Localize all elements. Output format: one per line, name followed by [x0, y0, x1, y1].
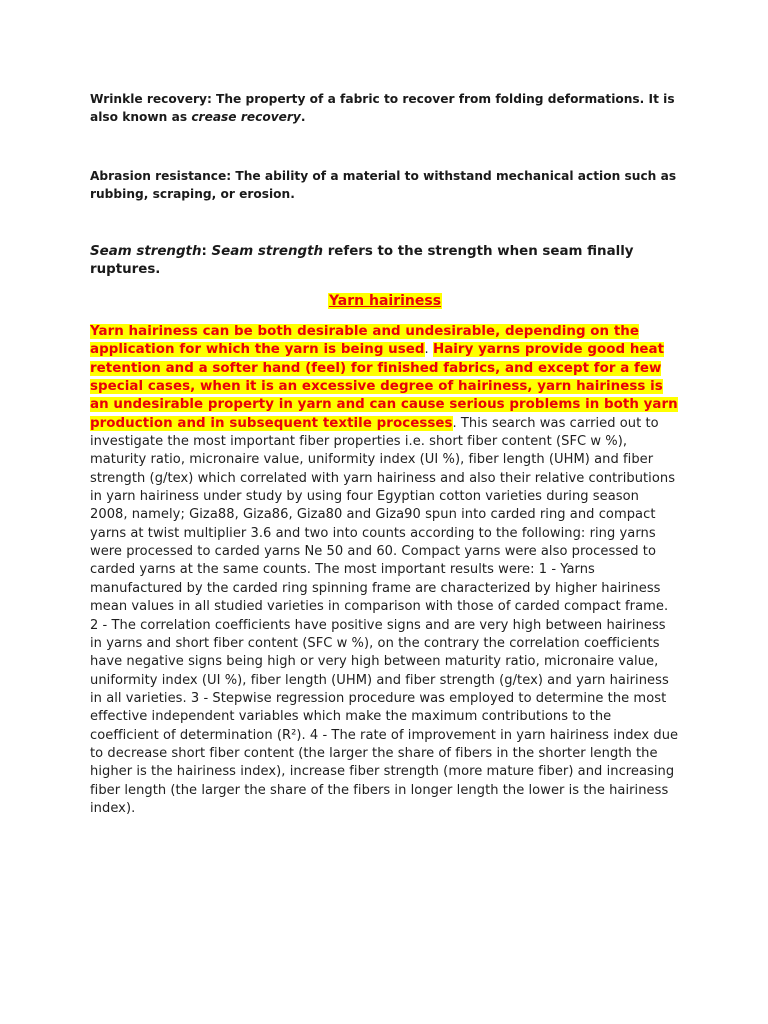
plain-separator: .	[424, 342, 433, 358]
highlighted-sentence-2: Hairy yarns provide good heat retention and a softer hand (feel) for finished fabrics, and except for a few special cases, when it is an excessive degree of hairiness, yarn hairiness is an undesirable property in yarn and can cause serious problems in both yarn production and in subsequent textile processes	[90, 342, 678, 431]
seam-strength-colon: :	[201, 244, 212, 259]
abstract-body-text: . This search was carried out to investigate the most important fiber properties i.e. short fiber content (SFC w %), maturity ratio, micronaire value, uniformity index (UI %), fiber length (UHM) and fiber strength (g/tex) which correlated with yarn hairiness and also their relative contributions in yarn hairiness under study by using four Egyptian cotton varieties during season 2008, namely; Giza88, Giza86, Giza80 and Giza90 spun into carded ring and compact yarns at twist multiplier 3.6 and two into counts according to the following: ring yarns were processed to carded yarns Ne 50 and 60. Compact yarns were also processed to carded yarns at the same counts. The most important results were: 1 - Yarns manufactured by the carded ring spinning frame are characterized by higher hairiness mean values in all studied varieties in comparison with those of carded compact frame. 2 - The correlation coefficients have positive signs and are very high between hairiness in yarns and short fiber content (SFC w %), on the contrary the correlation coefficients have negative signs being high or very high between maturity ratio, micronaire value, uniformity index (UI %), fiber length (UHM) and fiber strength (g/tex) and yarn hairiness in all varieties. 3 - Stepwise regression procedure was employed to determine the most effective independent variables which make the maximum contributions to the coefficient of determination (R²). 4 - The rate of improvement in yarn hairiness index due to decrease short fiber content (the larger the share of fibers in the shorter length the higher is the hairiness index), increase fiber strength (more mature fiber) and increasing fiber length (the larger the share of the fibers in longer length the lower is the hairiness index).	[90, 415, 679, 816]
seam-strength-definition	[90, 243, 680, 279]
highlighted-sentence-1: Yarn hairiness can be both desirable and undesirable, depending on the application for which the yarn is being used	[90, 324, 640, 358]
abrasion-resistance-definition	[90, 167, 680, 203]
yarn-hairiness-heading-text: Yarn hairiness	[328, 293, 442, 309]
abrasion-resistance-term: Abrasion resistance	[90, 169, 227, 183]
abrasion-resistance-text: : The ability of a material to withstand mechanical action such as rubbing, scraping, or erosion.	[90, 169, 677, 201]
wrinkle-recovery-term: Wrinkle recovery	[90, 92, 207, 106]
yarn-hairiness-heading	[90, 292, 680, 310]
wrinkle-recovery-period: .	[300, 110, 306, 124]
wrinkle-recovery-text: : The property of a fabric to recover from folding deformations. It is also known as	[90, 92, 675, 124]
seam-strength-text: refers to the strength when seam finally ruptures.	[90, 244, 634, 277]
wrinkle-recovery-definition	[90, 90, 680, 126]
seam-strength-italic: Seam strength	[211, 244, 324, 259]
yarn-hairiness-paragraph	[90, 323, 680, 818]
seam-strength-term: Seam strength	[90, 244, 202, 259]
crease-recovery-italic: crease recovery	[191, 110, 301, 124]
